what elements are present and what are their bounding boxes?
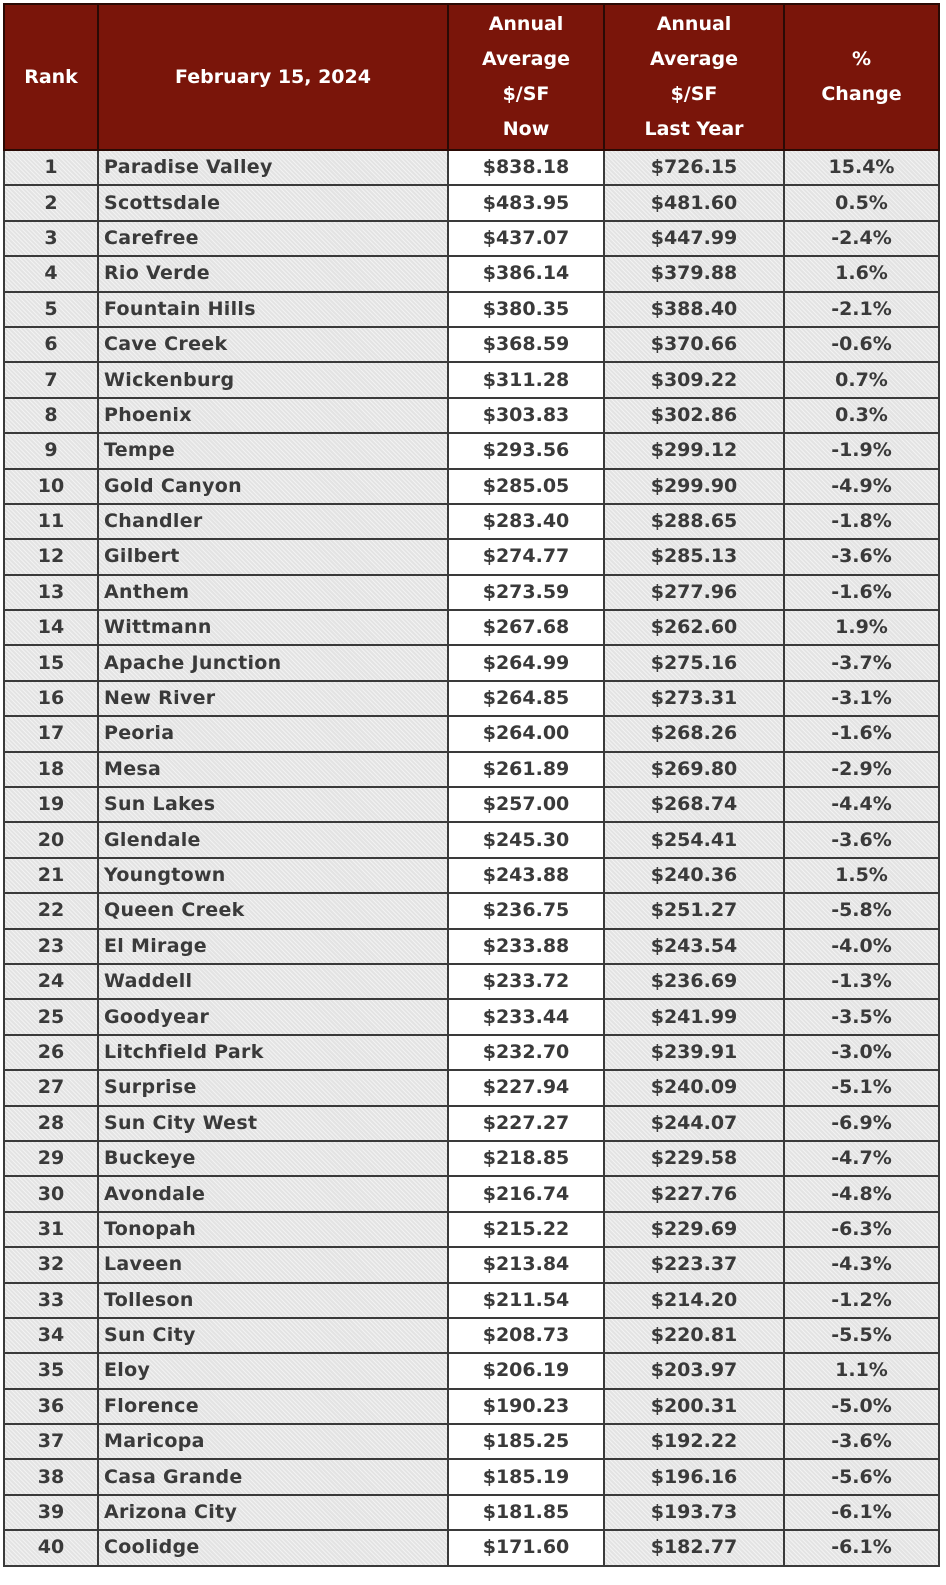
price-now-cell: $267.68 [448,610,604,645]
city-cell: Gilbert [98,539,448,574]
price-last-year-cell: $243.54 [604,929,784,964]
city-cell: Wittmann [98,610,448,645]
change-cell: 1.1% [784,1353,939,1388]
table-row [4,1212,939,1247]
rank-cell: 19 [4,787,98,822]
price-last-year-cell: $196.16 [604,1459,784,1494]
table-row [4,1106,939,1141]
price-now-cell: $283.40 [448,504,604,539]
city-cell: Peoria [98,716,448,751]
price-last-year-cell: $388.40 [604,292,784,327]
table-row [4,929,939,964]
price-last-year-cell: $251.27 [604,893,784,928]
price-now-cell: $232.70 [448,1035,604,1070]
price-now-cell: $483.95 [448,185,604,220]
header-change-line: % [851,48,872,70]
city-cell: Scottsdale [98,185,448,220]
city-cell: Glendale [98,822,448,857]
change-cell: 15.4% [784,150,939,185]
city-cell: Apache Junction [98,645,448,680]
price-last-year-cell: $227.76 [604,1176,784,1211]
price-last-year-cell: $481.60 [604,185,784,220]
city-cell: Wickenburg [98,362,448,397]
header-now [448,4,604,150]
rank-cell: 29 [4,1141,98,1176]
table-row [4,1141,939,1176]
change-cell: -2.1% [784,292,939,327]
price-last-year-cell: $192.22 [604,1424,784,1459]
table-row [4,1353,939,1388]
rank-cell: 10 [4,469,98,504]
price-last-year-cell: $229.69 [604,1212,784,1247]
price-now-cell: $213.84 [448,1247,604,1282]
rank-cell: 6 [4,327,98,362]
city-cell: Litchfield Park [98,1035,448,1070]
change-cell: -2.4% [784,221,939,256]
price-last-year-cell: $268.26 [604,716,784,751]
table-row [4,256,939,291]
city-cell: Laveen [98,1247,448,1282]
rank-cell: 18 [4,752,98,787]
city-cell: Buckeye [98,1141,448,1176]
header-now-line: Average [482,48,570,70]
price-now-cell: $274.77 [448,539,604,574]
header-last-year-line: Last Year [644,118,744,140]
change-cell: -5.0% [784,1389,939,1424]
table-row [4,292,939,327]
rank-cell: 26 [4,1035,98,1070]
city-cell: Rio Verde [98,256,448,291]
price-now-cell: $380.35 [448,292,604,327]
price-now-cell: $273.59 [448,575,604,610]
price-now-cell: $285.05 [448,469,604,504]
city-cell: Anthem [98,575,448,610]
rank-cell: 9 [4,433,98,468]
table-row [4,752,939,787]
price-last-year-cell: $273.31 [604,681,784,716]
change-cell: -1.8% [784,504,939,539]
table-row [4,1318,939,1353]
city-cell: Eloy [98,1353,448,1388]
rank-cell: 22 [4,893,98,928]
table-row [4,999,939,1034]
price-now-cell: $233.72 [448,964,604,999]
change-cell: -2.9% [784,752,939,787]
price-last-year-cell: $262.60 [604,610,784,645]
header-last-year [604,4,784,150]
change-cell: -3.5% [784,999,939,1034]
city-cell: Coolidge [98,1530,448,1565]
city-cell: Gold Canyon [98,469,448,504]
change-cell: -6.3% [784,1212,939,1247]
city-cell: Tempe [98,433,448,468]
table-row [4,716,939,751]
price-now-cell: $236.75 [448,893,604,928]
price-now-cell: $257.00 [448,787,604,822]
change-cell: 0.7% [784,362,939,397]
price-last-year-cell: $193.73 [604,1495,784,1530]
price-last-year-cell: $269.80 [604,752,784,787]
change-cell: -3.6% [784,822,939,857]
header-rank: Rank [4,4,98,150]
city-cell: Florence [98,1389,448,1424]
price-last-year-cell: $275.16 [604,645,784,680]
change-cell: -0.6% [784,327,939,362]
change-cell: -4.7% [784,1141,939,1176]
rank-cell: 30 [4,1176,98,1211]
table-row [4,822,939,857]
city-cell: Avondale [98,1176,448,1211]
change-cell: -6.9% [784,1106,939,1141]
price-now-cell: $293.56 [448,433,604,468]
price-now-cell: $218.85 [448,1141,604,1176]
table-row [4,787,939,822]
table-row [4,1283,939,1318]
price-now-cell: $303.83 [448,398,604,433]
price-last-year-cell: $241.99 [604,999,784,1034]
change-cell: -1.6% [784,575,939,610]
price-last-year-cell: $288.65 [604,504,784,539]
price-last-year-cell: $220.81 [604,1318,784,1353]
change-cell: -5.6% [784,1459,939,1494]
change-cell: 0.3% [784,398,939,433]
city-cell: Arizona City [98,1495,448,1530]
table-row [4,539,939,574]
price-last-year-cell: $182.77 [604,1530,784,1565]
change-cell: -1.2% [784,1283,939,1318]
city-cell: Paradise Valley [98,150,448,185]
price-last-year-cell: $240.36 [604,858,784,893]
table-row [4,504,939,539]
table-row [4,1070,939,1105]
price-now-cell: $227.94 [448,1070,604,1105]
city-cell: New River [98,681,448,716]
price-now-cell: $181.85 [448,1495,604,1530]
price-last-year-cell: $240.09 [604,1070,784,1105]
change-cell: 0.5% [784,185,939,220]
table-row [4,327,939,362]
price-now-cell: $264.85 [448,681,604,716]
price-last-year-cell: $200.31 [604,1389,784,1424]
price-last-year-cell: $379.88 [604,256,784,291]
city-cell: Sun Lakes [98,787,448,822]
city-cell: Goodyear [98,999,448,1034]
table-row [4,1176,939,1211]
price-last-year-cell: $285.13 [604,539,784,574]
price-now-cell: $368.59 [448,327,604,362]
price-last-year-cell: $244.07 [604,1106,784,1141]
price-last-year-cell: $203.97 [604,1353,784,1388]
city-cell: Waddell [98,964,448,999]
table-row [4,645,939,680]
rank-cell: 21 [4,858,98,893]
rank-cell: 33 [4,1283,98,1318]
table-row [4,433,939,468]
price-now-cell: $185.19 [448,1459,604,1494]
rank-cell: 27 [4,1070,98,1105]
rank-cell: 17 [4,716,98,751]
header-now-line: Annual [488,13,564,35]
table-row [4,1459,939,1494]
price-now-cell: $233.88 [448,929,604,964]
price-now-cell: $245.30 [448,822,604,857]
rank-cell: 12 [4,539,98,574]
change-cell: -3.6% [784,1424,939,1459]
change-cell: -6.1% [784,1495,939,1530]
city-cell: Maricopa [98,1424,448,1459]
city-cell: Mesa [98,752,448,787]
price-last-year-cell: $268.74 [604,787,784,822]
price-last-year-cell: $726.15 [604,150,784,185]
rank-cell: 5 [4,292,98,327]
price-now-cell: $264.00 [448,716,604,751]
rank-cell: 39 [4,1495,98,1530]
price-now-cell: $216.74 [448,1176,604,1211]
price-now-cell: $190.23 [448,1389,604,1424]
price-last-year-cell: $370.66 [604,327,784,362]
price-now-cell: $437.07 [448,221,604,256]
table-row [4,221,939,256]
city-cell: El Mirage [98,929,448,964]
price-last-year-cell: $309.22 [604,362,784,397]
table-row [4,1389,939,1424]
price-now-cell: $838.18 [448,150,604,185]
price-last-year-cell: $277.96 [604,575,784,610]
rank-cell: 40 [4,1530,98,1565]
price-now-cell: $261.89 [448,752,604,787]
price-now-cell: $227.27 [448,1106,604,1141]
rank-cell: 1 [4,150,98,185]
price-now-cell: $208.73 [448,1318,604,1353]
table-row [4,398,939,433]
table-row [4,150,939,185]
header-change-line: Change [821,83,902,105]
header-date: February 15, 2024 [98,4,448,150]
price-last-year-cell: $223.37 [604,1247,784,1282]
city-cell: Tonopah [98,1212,448,1247]
price-last-year-cell: $299.12 [604,433,784,468]
table-body [4,150,939,1566]
rank-cell: 16 [4,681,98,716]
change-cell: -1.3% [784,964,939,999]
city-cell: Phoenix [98,398,448,433]
table-row [4,575,939,610]
city-cell: Sun City [98,1318,448,1353]
table-row [4,1424,939,1459]
price-now-cell: $386.14 [448,256,604,291]
rank-cell: 32 [4,1247,98,1282]
price-now-cell: $311.28 [448,362,604,397]
rank-cell: 31 [4,1212,98,1247]
rank-cell: 13 [4,575,98,610]
header-now-line: $/SF [502,83,550,105]
rank-cell: 28 [4,1106,98,1141]
table-row [4,681,939,716]
price-now-cell: $243.88 [448,858,604,893]
header-change [784,4,939,150]
rank-cell: 2 [4,185,98,220]
table-row [4,469,939,504]
price-last-year-cell: $299.90 [604,469,784,504]
price-last-year-cell: $236.69 [604,964,784,999]
city-cell: Chandler [98,504,448,539]
change-cell: -3.7% [784,645,939,680]
rank-cell: 3 [4,221,98,256]
table-row [4,964,939,999]
price-now-cell: $264.99 [448,645,604,680]
price-last-year-cell: $239.91 [604,1035,784,1070]
change-cell: -3.6% [784,539,939,574]
price-last-year-cell: $447.99 [604,221,784,256]
table-row [4,185,939,220]
price-now-cell: $233.44 [448,999,604,1034]
change-cell: -1.6% [784,716,939,751]
table-row [4,858,939,893]
change-cell: -5.1% [784,1070,939,1105]
change-cell: -6.1% [784,1530,939,1565]
price-now-cell: $171.60 [448,1530,604,1565]
change-cell: 1.6% [784,256,939,291]
header-last-year-line: Average [650,48,738,70]
change-cell: -4.0% [784,929,939,964]
rank-cell: 8 [4,398,98,433]
change-cell: -4.4% [784,787,939,822]
change-cell: -3.1% [784,681,939,716]
table-row [4,1495,939,1530]
change-cell: 1.9% [784,610,939,645]
rank-cell: 37 [4,1424,98,1459]
table-row [4,1530,939,1565]
header-last-year-line: Annual [656,13,732,35]
city-cell: Sun City West [98,1106,448,1141]
city-cell: Tolleson [98,1283,448,1318]
price-per-sqft-table [3,3,940,1567]
change-cell: -4.8% [784,1176,939,1211]
price-last-year-cell: $229.58 [604,1141,784,1176]
table-row [4,1035,939,1070]
header-last-year-line: $/SF [670,83,718,105]
price-now-cell: $211.54 [448,1283,604,1318]
change-cell: -4.9% [784,469,939,504]
change-cell: -3.0% [784,1035,939,1070]
change-cell: -5.5% [784,1318,939,1353]
rank-cell: 20 [4,822,98,857]
price-last-year-cell: $302.86 [604,398,784,433]
change-cell: -4.3% [784,1247,939,1282]
header-now-line: Now [502,118,550,140]
rank-cell: 7 [4,362,98,397]
rank-cell: 34 [4,1318,98,1353]
table-row [4,610,939,645]
city-cell: Youngtown [98,858,448,893]
change-cell: 1.5% [784,858,939,893]
city-cell: Cave Creek [98,327,448,362]
rank-cell: 4 [4,256,98,291]
rank-cell: 23 [4,929,98,964]
city-cell: Carefree [98,221,448,256]
rank-cell: 36 [4,1389,98,1424]
price-table-container [3,3,938,1567]
price-last-year-cell: $214.20 [604,1283,784,1318]
rank-cell: 15 [4,645,98,680]
table-row [4,893,939,928]
rank-cell: 14 [4,610,98,645]
rank-cell: 25 [4,999,98,1034]
change-cell: -5.8% [784,893,939,928]
city-cell: Queen Creek [98,893,448,928]
table-row [4,362,939,397]
rank-cell: 35 [4,1353,98,1388]
city-cell: Fountain Hills [98,292,448,327]
price-now-cell: $215.22 [448,1212,604,1247]
city-cell: Surprise [98,1070,448,1105]
rank-cell: 38 [4,1459,98,1494]
price-now-cell: $185.25 [448,1424,604,1459]
rank-cell: 11 [4,504,98,539]
city-cell: Casa Grande [98,1459,448,1494]
price-now-cell: $206.19 [448,1353,604,1388]
rank-cell: 24 [4,964,98,999]
table-row [4,1247,939,1282]
header-row [4,4,939,150]
price-last-year-cell: $254.41 [604,822,784,857]
change-cell: -1.9% [784,433,939,468]
